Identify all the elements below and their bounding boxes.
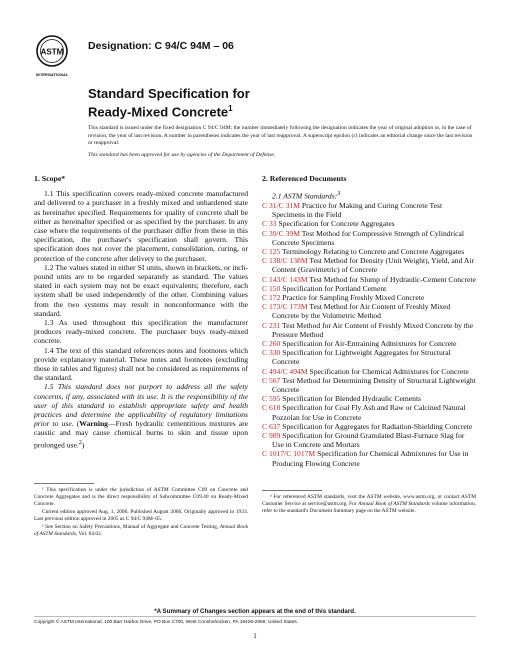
reference-item bbox=[262, 201, 476, 219]
reference-code-link[interactable]: C 31/C 31M bbox=[262, 200, 300, 210]
reference-title: Test Method for Slump of Hydraulic-Cement Concrete bbox=[307, 274, 476, 284]
astm-logo-icon bbox=[34, 34, 70, 80]
issued-notice: This standard is issued under the fixed designation C 94/C 94M; the number immediately following the designation indicates the year of original adoption or, in the case of revision, the year of last revision. A number in parentheses indicates the year of last reapproval. A superscript epsilon (ε) indicates an editorial change since the last revision or reapproval. bbox=[88, 125, 473, 147]
reference-code-link[interactable]: C 330 bbox=[262, 348, 281, 358]
footnote-divider-right bbox=[262, 490, 322, 491]
reference-item bbox=[262, 376, 476, 394]
reference-title: Specification for Concrete Aggregates bbox=[276, 219, 395, 229]
references-heading: 2. Referenced Documents bbox=[262, 174, 347, 183]
reference-title: Test Method for Density (Unit Weight), Yield, and Air Content (Gravimetric) of Concrete bbox=[272, 256, 474, 275]
footnote-marker-2: 2 bbox=[78, 438, 82, 446]
title-line-2-wrap bbox=[88, 101, 250, 119]
reference-code-link[interactable]: C 33 bbox=[262, 219, 277, 229]
summary-of-changes-note: *A Summary of Changes section appears at the end of this standard. bbox=[154, 608, 356, 615]
reference-title: Test Method for Air Content of Freshly Mixed Concrete by the Pressure Method bbox=[272, 320, 474, 339]
reference-title: Terminology Relating to Concrete and Concrete Aggregates bbox=[280, 246, 465, 256]
reference-item bbox=[262, 403, 476, 421]
reference-title: Specification for Chemical Admixtures for Use in Producing Flowing Concrete bbox=[272, 449, 469, 468]
designation: Designation: C 94/C 94M – 06 bbox=[88, 40, 234, 52]
footnote-3-italic: Annual Book of ASTM Standards bbox=[358, 500, 431, 507]
right-column bbox=[262, 170, 476, 516]
standard-notice bbox=[88, 125, 478, 163]
reference-title: Test Method for Air Content of Freshly Mixed Concrete by the Volumetric Method bbox=[272, 302, 451, 321]
reference-code-link[interactable]: C 494/C 494M bbox=[262, 366, 308, 376]
reference-code-link[interactable]: C 125 bbox=[262, 246, 281, 256]
reference-title: Specification for Blended Hydraulic Cements bbox=[280, 394, 422, 404]
logo-text: ASTM bbox=[40, 47, 64, 57]
reference-code-link[interactable]: C 989 bbox=[262, 431, 281, 441]
reference-code-link[interactable]: C 260 bbox=[262, 338, 281, 348]
scope-heading: 1. Scope* bbox=[34, 174, 66, 183]
reference-item bbox=[262, 348, 476, 366]
reference-title: Specification for Portland Cement bbox=[280, 283, 387, 293]
footnote-2-italic: Annual Book of ASTM Standards, bbox=[34, 524, 248, 538]
reference-item bbox=[262, 339, 476, 348]
footnote-2-end: Vol. 04.02. bbox=[78, 531, 103, 538]
astm-standards-label-text: 2.1 ASTM Standards: bbox=[272, 191, 338, 201]
reference-code-link[interactable]: C 39/C 39M bbox=[262, 228, 300, 238]
reference-item bbox=[262, 219, 476, 228]
right-footnotes bbox=[262, 494, 476, 515]
reference-code-link[interactable]: C 172 bbox=[262, 292, 281, 302]
footnote-3 bbox=[262, 494, 476, 515]
scope-paragraph-4: 1.4 The text of this standard references notes and footnotes which provide explanatory material. These notes and footnotes (excluding those in tables and figures) shall not be considered as requirements of the standard. bbox=[34, 345, 248, 383]
reference-code-link[interactable]: C 618 bbox=[262, 403, 281, 413]
reference-title: Specification for Air-Entraining Admixtures for Concrete bbox=[280, 338, 457, 348]
reference-code-link[interactable]: C 231 bbox=[262, 320, 281, 330]
logo-subtext: INTERNATIONAL bbox=[35, 72, 69, 77]
astm-standards-label bbox=[272, 189, 476, 201]
reference-item bbox=[262, 247, 476, 256]
footnote-3-end: volume information, refer to the standard's Document Summary page on the ASTM website. bbox=[262, 500, 476, 514]
reference-title: Practice for Making and Curing Concrete Test Specimens in the Field bbox=[272, 200, 443, 220]
reference-title: Test Method for Determining Density of Structural Lightweight Concrete bbox=[272, 375, 476, 394]
scope-paragraph-5: 1.5 This standard does not purport to address all the safety concerns, if any, associated with its use. It is the responsibility of the user of this standard to establish appropriate safety and health practices and determine the applicability of regulatory limitations prior to use. (Warning—Fresh hydraulic cementitious mixtures are caustic and may cause chemical burns to skin and tissue upon prolonged use.$^2$) bbox=[34, 382, 248, 450]
reference-code-link[interactable]: C 637 bbox=[262, 421, 281, 431]
copyright: Copyright © ASTM International, 100 Barr Harbor Drive, PO Box C700, West Conshohocken, PA 19428-2959, United States. bbox=[34, 620, 299, 625]
reference-item bbox=[262, 293, 476, 302]
reference-item bbox=[262, 394, 476, 403]
reference-item bbox=[262, 275, 476, 284]
title-line-2: Ready-Mixed Concrete bbox=[88, 104, 229, 120]
reference-item bbox=[262, 284, 476, 293]
warning-label: Warning bbox=[79, 419, 108, 429]
footnote-divider bbox=[34, 483, 94, 484]
reference-title: Test Method for Compressive Strength of Cylindrical Concrete Specimens bbox=[272, 228, 465, 247]
footnote-2 bbox=[34, 524, 248, 538]
reference-code-link[interactable]: C 173/C 173M bbox=[262, 302, 308, 312]
page-number: 1 bbox=[253, 632, 257, 640]
reference-item bbox=[262, 449, 476, 467]
footnote-1-edition: Current edition approved Aug. 1, 2006. Published August 2006. Originally approved in 1933. Last previous edition approved in 2005 as C 94/C 94M–05. bbox=[34, 509, 248, 523]
document-title bbox=[88, 86, 250, 119]
reference-title: Specification for Aggregates for Radiation-Shielding Concrete bbox=[280, 421, 473, 431]
footnote-2-start: ² See Section on Safety Precautions, Manual of Aggregate and Concrete Testing, bbox=[42, 524, 219, 531]
reference-item bbox=[262, 302, 476, 320]
approval-notice: This standard has been approved for use by agencies of the Department of Defense. bbox=[88, 151, 276, 158]
footnote-3-start: ³ For referenced ASTM standards, visit the ASTM website, www.astm.org, or contact ASTM Customer Service at service@astm.org. For bbox=[262, 493, 476, 507]
reference-item bbox=[262, 256, 476, 274]
reference-item bbox=[262, 431, 476, 449]
reference-title: Specification for Coal Fly Ash and Raw or Calcined Natural Pozzolan for Use in Concrete bbox=[272, 403, 466, 422]
title-line-1: Standard Specification for bbox=[88, 86, 250, 101]
warning-text: —Fresh hydraulic cementitious mixtures are caustic and may cause chemical burns to skin and tissue upon prolonged use. bbox=[34, 419, 248, 450]
reference-code-link[interactable]: C 1017/C 1017M bbox=[262, 449, 316, 459]
reference-title: Practice for Sampling Freshly Mixed Concrete bbox=[280, 292, 425, 302]
left-column bbox=[34, 170, 248, 539]
reference-code-link[interactable]: C 138/C 138M bbox=[262, 256, 308, 266]
safety-statement: 1.5 This standard does not purport to address all the safety concerns, if any, associated with its use. It is the responsibility of the user of this standard to establish appropriate safety and health practices and determine the applicability of regulatory limitations prior to use. bbox=[34, 382, 248, 429]
reference-list bbox=[262, 201, 476, 468]
reference-title: Specification for Lightweight Aggregates for Structural Concrete bbox=[272, 348, 451, 367]
left-footnotes bbox=[34, 487, 248, 538]
reference-item bbox=[262, 229, 476, 247]
reference-code-link[interactable]: C 595 bbox=[262, 394, 281, 404]
reference-item bbox=[262, 321, 476, 339]
reference-code-link[interactable]: C 150 bbox=[262, 283, 281, 293]
scope-paragraph-2: 1.2 The values stated in either SI units, shown in brackets, or inch-pound units are to be regarded separately as standard. The values stated in each system may not be exact equivalents; therefore, each system shall be used independently of the other. Combining values from the two systems may result in nonconformance with the standard. bbox=[34, 262, 248, 318]
reference-title: Specification for Ground Granulated Blast-Furnace Slag for Use in Concrete and Mortars bbox=[272, 431, 465, 450]
reference-title: Specification for Chemical Admixtures for Concrete bbox=[307, 366, 469, 376]
footer-divider bbox=[34, 616, 476, 617]
title-footnote-marker: 1 bbox=[228, 104, 233, 113]
scope-paragraph-1: 1.1 This specification covers ready-mixed concrete manufactured and delivered to a purchaser in a freshly mixed and unhardened state as hereinafter specified. Requirements for quality of concrete shall be either as hereinafter specified or as specified by the purchaser. In any case where the requirements of the purchaser differ from these in this specification, the purchaser's specification shall govern. This specification does not cover the placement, consolidation, curing, or protection of the concrete after delivery to the purchaser. bbox=[34, 189, 248, 263]
reference-item bbox=[262, 367, 476, 376]
footnote-marker-3: 3 bbox=[337, 190, 341, 198]
reference-code-link[interactable]: C 567 bbox=[262, 375, 281, 385]
reference-item bbox=[262, 422, 476, 431]
reference-code-link[interactable]: C 143/C 143M bbox=[262, 274, 308, 284]
footnote-1: ¹ This specification is under the jurisdiction of ASTM Committee C09 on Concrete and Concrete Aggregates and is the direct responsibility of Subcommittee C09.40 on Ready-Mixed Concrete. bbox=[34, 487, 248, 508]
scope-paragraph-3: 1.3 As used throughout this specification the manufacturer produces ready-mixed concrete. The purchaser buys ready-mixed concrete. bbox=[34, 318, 248, 346]
